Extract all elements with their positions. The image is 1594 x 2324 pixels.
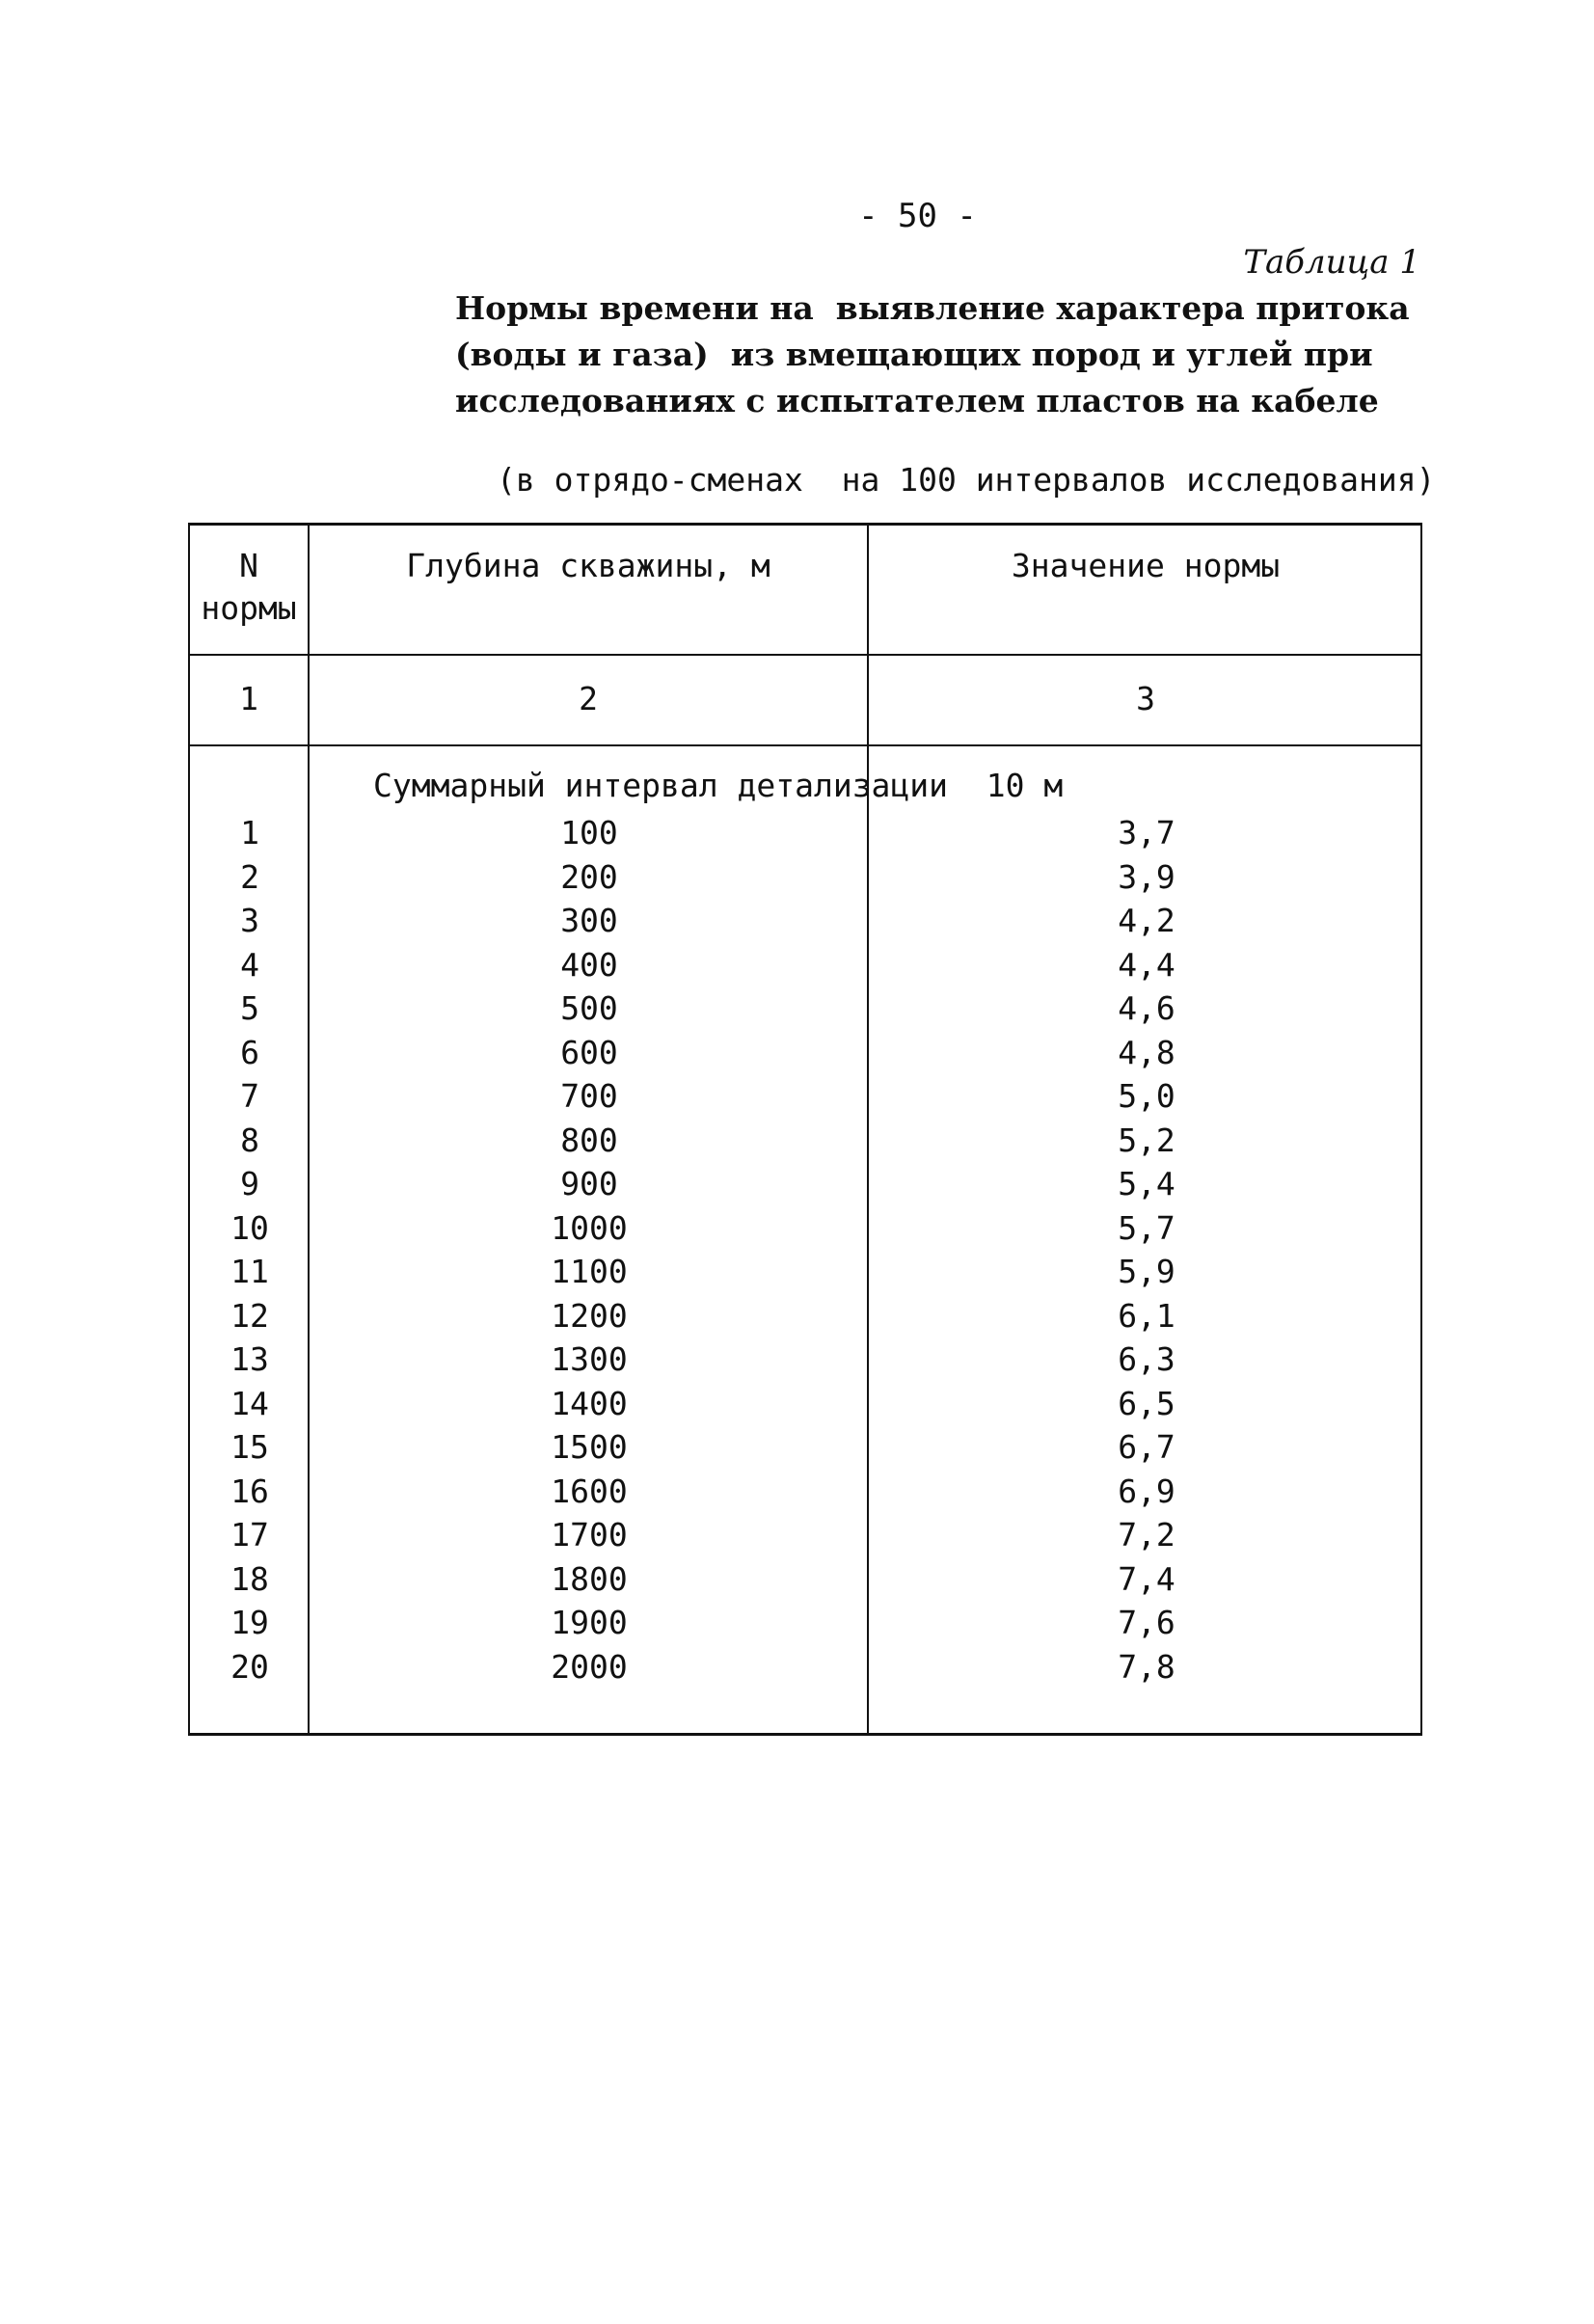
depth-cell: 300 (560, 902, 618, 939)
norm-number-cell: 8 (240, 1121, 259, 1159)
table-row (190, 858, 1420, 903)
header-n (190, 545, 308, 630)
norm-number-cell: 2 (240, 857, 259, 896)
norm-number-cell: 1 (240, 814, 259, 851)
norm-number-cell: 17 (230, 1516, 269, 1554)
depth-cell: 100 (560, 814, 618, 851)
depth-cell: 1000 (551, 1208, 628, 1247)
norm-value-cell: 5,7 (1118, 1208, 1175, 1247)
norm-number-cell: 14 (230, 1384, 269, 1422)
depth-cell: 500 (560, 989, 618, 1027)
depth-cell: 1300 (551, 1340, 628, 1378)
norm-number-cell: 16 (230, 1472, 269, 1510)
title-line: (воды и газа) из вмещающих пород и углей при (455, 336, 1373, 373)
norm-value-cell: 5,0 (1118, 1077, 1175, 1115)
norm-value-cell: 7,2 (1118, 1516, 1175, 1554)
table-row (190, 1077, 1420, 1121)
norm-number-cell: 3 (240, 902, 259, 939)
norm-value-cell: 4,8 (1118, 1033, 1175, 1071)
norm-number-cell: 7 (240, 1077, 259, 1115)
depth-cell: 700 (560, 1077, 618, 1115)
depth-cell: 200 (560, 857, 618, 896)
table-label: Таблица 1 (1243, 243, 1420, 282)
table-row (190, 1340, 1420, 1385)
norm-number-cell: 15 (230, 1428, 269, 1466)
depth-cell: 600 (560, 1033, 618, 1071)
depth-cell: 2000 (551, 1647, 628, 1686)
title-line: исследованиях с испытателем пластов на кабеле (455, 382, 1379, 419)
table-row (190, 1560, 1420, 1605)
depth-cell: 1400 (551, 1384, 628, 1422)
norm-value-cell: 5,2 (1118, 1121, 1175, 1159)
table-row (190, 1428, 1420, 1473)
header-n-line2: нормы (201, 589, 297, 627)
depth-cell: 400 (560, 945, 618, 984)
table-row (190, 1385, 1420, 1429)
column-number: 3 (1136, 680, 1155, 717)
column-number: 2 (579, 680, 598, 717)
depth-cell: 1600 (551, 1472, 628, 1510)
depth-cell: 1200 (551, 1296, 628, 1335)
norm-number-cell: 4 (240, 945, 259, 984)
table-row (190, 902, 1420, 946)
norm-number-cell: 9 (240, 1165, 259, 1203)
depth-cell: 1700 (551, 1516, 628, 1554)
norms-table (188, 523, 1422, 1736)
table-row (190, 1253, 1420, 1297)
norm-number-cell: 20 (230, 1647, 269, 1686)
norm-number-cell: 11 (230, 1253, 269, 1290)
norm-value-cell: 5,9 (1118, 1253, 1175, 1290)
norm-value-cell: 6,5 (1118, 1384, 1175, 1422)
numbers-divider (190, 744, 1420, 746)
depth-cell: 1500 (551, 1428, 628, 1466)
norm-number-cell: 18 (230, 1559, 269, 1598)
table-row (190, 1473, 1420, 1517)
norm-value-cell: 4,6 (1118, 989, 1175, 1027)
table-row (190, 1516, 1420, 1560)
table-row (190, 946, 1420, 990)
depth-cell: 1900 (551, 1604, 628, 1641)
column-number: 1 (239, 680, 258, 717)
table-row (190, 1209, 1420, 1254)
units-note: (в отрядо-сменах на 100 интервалов исследования) (497, 461, 1436, 499)
section-caption: Суммарный интервал детализации 10 м (373, 767, 1064, 804)
norm-value-cell: 7,8 (1118, 1647, 1175, 1686)
header-n-line1: N (239, 547, 258, 584)
norm-number-cell: 6 (240, 1033, 259, 1071)
norm-number-cell: 13 (230, 1340, 269, 1378)
header-divider (190, 654, 1420, 656)
table-row (190, 1604, 1420, 1648)
norm-value-cell: 4,4 (1118, 945, 1175, 984)
norm-value-cell: 7,6 (1118, 1604, 1175, 1641)
norm-value-cell: 6,3 (1118, 1340, 1175, 1378)
page-number: - 50 - (858, 197, 977, 235)
table-row (190, 1034, 1420, 1078)
norm-value-cell: 3,7 (1118, 814, 1175, 851)
norm-number-cell: 19 (230, 1604, 269, 1641)
depth-cell: 1100 (551, 1253, 628, 1290)
table-title (455, 285, 1410, 424)
norm-value-cell: 7,4 (1118, 1559, 1175, 1598)
header-value: Значение нормы (1011, 547, 1281, 584)
table-row (190, 1648, 1420, 1692)
norm-number-cell: 12 (230, 1296, 269, 1335)
norm-number-cell: 10 (230, 1208, 269, 1247)
title-line: Нормы времени на выявление характера притока (455, 289, 1410, 327)
table-row (190, 1297, 1420, 1341)
norm-value-cell: 6,1 (1118, 1296, 1175, 1335)
depth-cell: 800 (560, 1121, 618, 1159)
table-row (190, 989, 1420, 1034)
norm-value-cell: 3,9 (1118, 857, 1175, 896)
norm-value-cell: 5,4 (1118, 1165, 1175, 1203)
table-row (190, 814, 1420, 858)
depth-cell: 1800 (551, 1559, 628, 1598)
table-body (190, 814, 1420, 1691)
table-row (190, 1121, 1420, 1166)
header-depth: Глубина скважины, м (406, 547, 770, 584)
depth-cell: 900 (560, 1165, 618, 1203)
table-row (190, 1165, 1420, 1209)
norm-value-cell: 4,2 (1118, 902, 1175, 939)
norm-number-cell: 5 (240, 989, 259, 1027)
norm-value-cell: 6,7 (1118, 1428, 1175, 1466)
norm-value-cell: 6,9 (1118, 1472, 1175, 1510)
